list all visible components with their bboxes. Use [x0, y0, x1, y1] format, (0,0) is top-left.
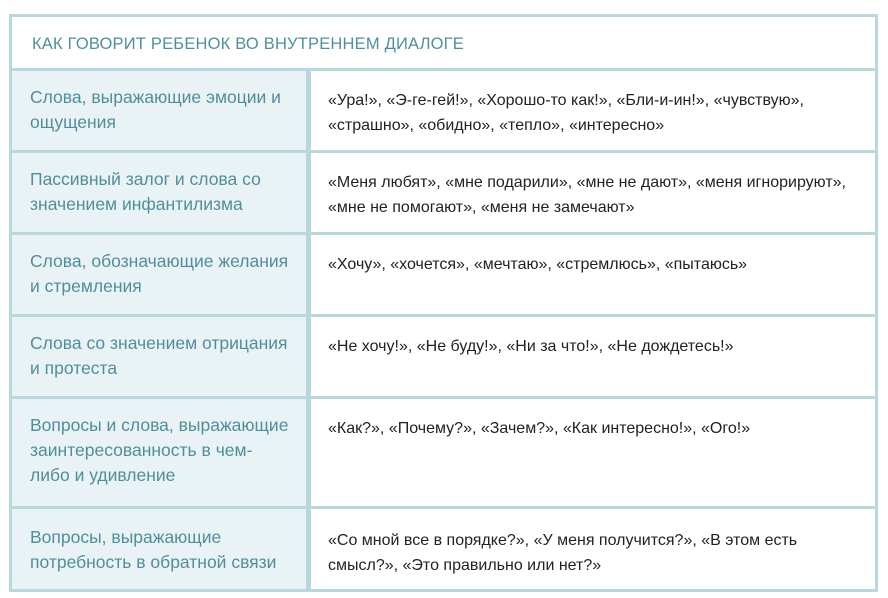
category-cell: Слова, выражающие эмоции и ощущения: [12, 71, 306, 150]
table-row: [12, 317, 875, 396]
category-cell: Вопросы и слова, выражающие заинтересованность в чем-либо и удивление: [12, 399, 306, 506]
examples-cell: «Со мной все в порядке?», «У меня получится?», «В этом есть смысл?», «Это правильно или нет?»: [311, 509, 875, 589]
table-row: [12, 399, 875, 506]
table-row: [12, 153, 875, 232]
table-row: [12, 235, 875, 314]
examples-cell: «Меня любят», «мне подарили», «мне не дают», «меня игнорируют», «мне не помогают», «меня не замечают»: [311, 153, 875, 232]
table-title: КАК ГОВОРИТ РЕБЕНОК ВО ВНУТРЕННЕМ ДИАЛОГЕ: [12, 17, 875, 68]
category-cell: Слова, обозначающие желания и стремления: [12, 235, 306, 314]
examples-cell: «Ура!», «Э-ге-гей!», «Хорошо-то как!», «Бли-и-ин!», «чувствую», «страшно», «обидно», «тепло», «интересно»: [311, 71, 875, 150]
category-cell: Слова со значением отрицания и протеста: [12, 317, 306, 396]
category-cell: Вопросы, выражающие потребность в обратной связи: [12, 509, 306, 589]
table-row: [12, 509, 875, 589]
table-row: [12, 71, 875, 150]
examples-cell: «Хочу», «хочется», «мечтаю», «стремлюсь», «пытаюсь»: [311, 235, 875, 314]
examples-cell: «Не хочу!», «Не буду!», «Ни за что!», «Не дождетесь!»: [311, 317, 875, 396]
category-cell: Пассивный залог и слова со значением инфантилизма: [12, 153, 306, 232]
examples-cell: «Как?», «Почему?», «Зачем?», «Как интересно!», «Ого!»: [311, 399, 875, 506]
speech-table: [9, 14, 878, 592]
